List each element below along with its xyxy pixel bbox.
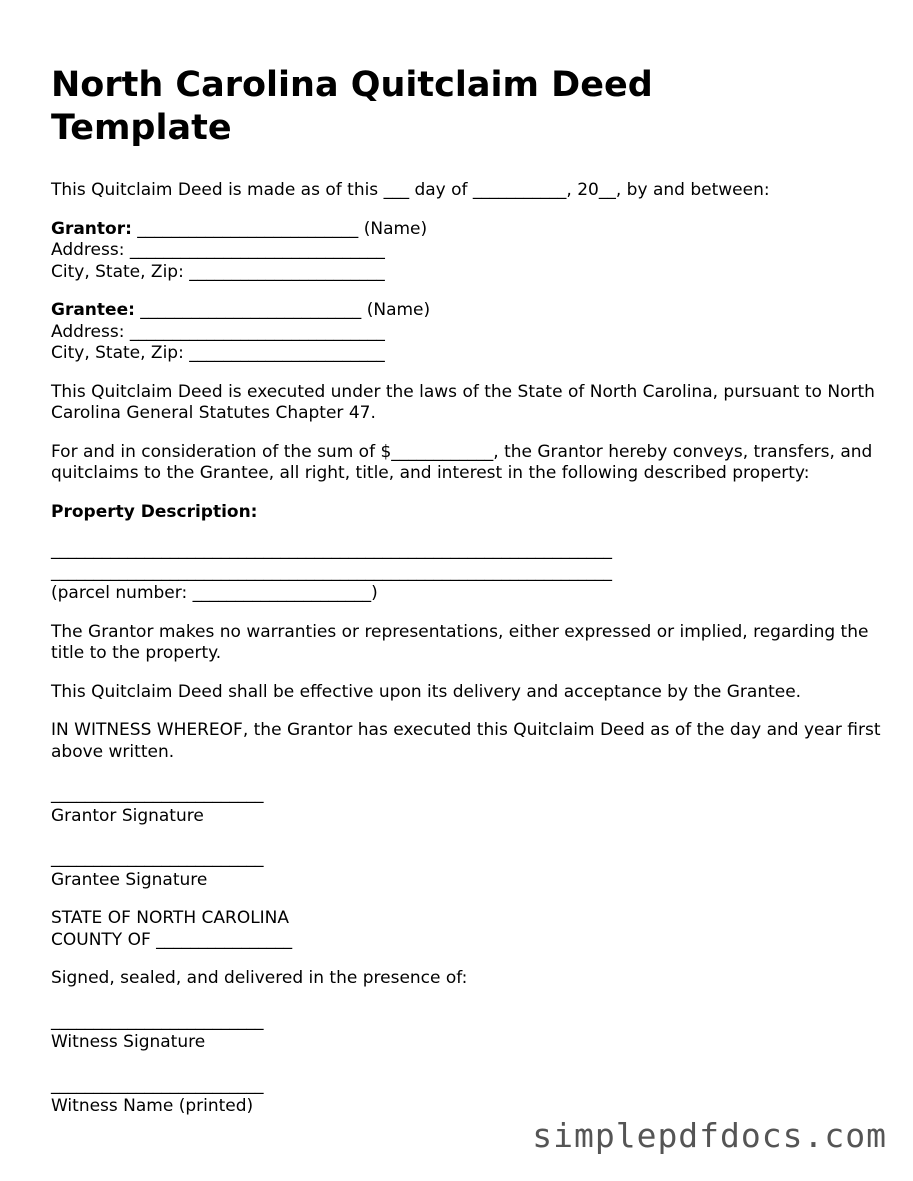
grantor-signature-block xyxy=(51,784,881,827)
witness-signature-label: Witness Signature xyxy=(51,1032,206,1052)
grantor-name-line xyxy=(51,219,881,241)
grantee-name-field: __________________________ (Name) xyxy=(134,300,431,320)
grantor-label: Grantor: xyxy=(51,218,132,239)
witness-signature-block xyxy=(51,1011,881,1054)
property-description-block xyxy=(51,540,881,605)
warranties-paragraph: The Grantor makes no warranties or representations, either expressed or implied, regarding the title to the property. xyxy=(51,621,869,663)
witness-name-block xyxy=(51,1075,881,1118)
grantee-block xyxy=(51,300,881,365)
grantor-address-line: Address: ______________________________ xyxy=(51,240,385,260)
witness-name-label: Witness Name (printed) xyxy=(51,1096,254,1116)
grantee-signature-line: _________________________ xyxy=(51,848,264,868)
title-line-1: North Carolina Quitclaim Deed xyxy=(51,65,653,105)
grantor-signature-label: Grantor Signature xyxy=(51,805,204,826)
witness-signature-line: _________________________ xyxy=(51,1010,264,1031)
witness-whereof-paragraph: IN WITNESS WHEREOF, the Grantor has executed this Quitclaim Deed as of the day and year first above written. xyxy=(51,720,881,762)
grantor-name-field: __________________________ (Name) xyxy=(131,218,428,239)
grantee-signature-label: Grantee Signature xyxy=(51,869,208,890)
parcel-number-line: (parcel number: _____________________) xyxy=(51,583,378,603)
presence-paragraph: Signed, sealed, and delivered in the presence of: xyxy=(51,968,468,988)
grantor-block xyxy=(51,219,881,284)
grantee-signature-block xyxy=(51,848,881,891)
laws-paragraph: This Quitclaim Deed is executed under the laws of the State of North Carolina, pursuant to North Carolina General Statutes Chapter 47. xyxy=(51,381,875,423)
intro-paragraph: This Quitclaim Deed is made as of this ___ day of ___________, 20__, by and between: xyxy=(51,180,770,200)
title-line-2: Template xyxy=(51,108,232,148)
grantor-signature-line: _________________________ xyxy=(51,784,264,804)
notary-state: STATE OF NORTH CAROLINA xyxy=(51,908,290,928)
grantee-label: Grantee: xyxy=(51,300,135,320)
grantee-address-line: Address: ______________________________ xyxy=(51,321,385,342)
property-description-heading: Property Description: xyxy=(51,501,258,522)
notary-county: COUNTY OF ________________ xyxy=(51,929,293,950)
property-line-2: __________________________________________________________________ xyxy=(51,561,612,582)
effective-paragraph: This Quitclaim Deed shall be effective upon its delivery and acceptance by the Grantee. xyxy=(51,681,802,702)
document-page xyxy=(51,64,881,1135)
consideration-paragraph: For and in consideration of the sum of $____________, the Grantor hereby conveys, transfers, and quitclaims to the Grantee, all right, title, and interest in the following described property: xyxy=(51,441,873,483)
watermark-text: simplepdfdocs.com xyxy=(532,1116,887,1155)
page-title xyxy=(51,64,881,150)
notary-block xyxy=(51,908,881,951)
witness-name-line: _________________________ xyxy=(51,1074,264,1095)
property-line-1: __________________________________________________________________ xyxy=(51,540,612,560)
grantee-city-line: City, State, Zip: _______________________ xyxy=(51,343,385,363)
grantor-city-line: City, State, Zip: _______________________ xyxy=(51,261,385,282)
grantee-name-line xyxy=(51,300,881,322)
